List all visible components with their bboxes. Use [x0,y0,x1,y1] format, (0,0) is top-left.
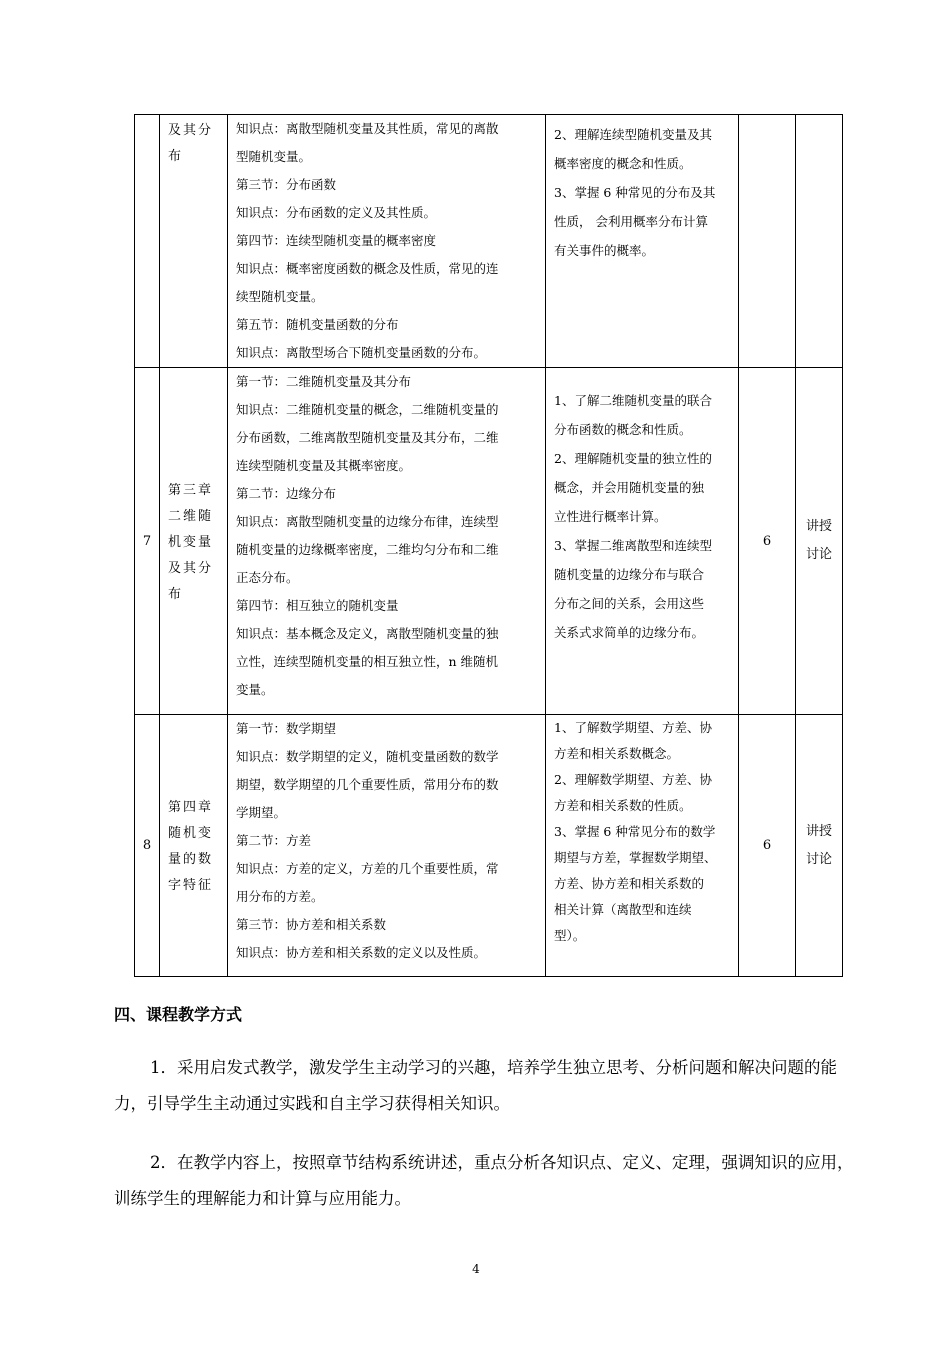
cell-number: 8 [135,715,160,977]
content-line: 知识点：二维随机变量的概念，二维随机变量的 [236,402,499,417]
requirement-line: 2、理解随机变量的独立性的 [554,451,712,466]
requirement-line: 关系式求简单的边缘分布。 [554,625,705,640]
cell-method [796,368,843,715]
syllabus-table [134,114,843,977]
chapter-line: 及其分 [168,123,214,138]
requirement-line: 3、掌握 6 种常见分布的数学 [554,824,716,839]
content-line: 立性，连续型随机变量的相互独立性，n 维随机 [236,654,499,669]
content-line: 第三节：协方差和相关系数 [236,917,387,932]
content-line: 第四节：连续型随机变量的概率密度 [236,233,437,248]
chapter-line: 二维随 [168,508,214,524]
chapter-line: 机变量 [168,534,214,550]
chapter-line: 及其分 [168,560,214,576]
content-line: 连续型随机变量及其概率密度。 [236,458,412,473]
content-line: 用分布的方差。 [236,889,324,904]
cell-hours [739,115,796,368]
cell-method [796,715,843,977]
requirement-line: 1、了解二维随机变量的联合 [554,393,712,408]
requirement-line: 方差和相关系数概念。 [554,746,680,761]
content-line: 第一节：二维随机变量及其分布 [236,374,412,389]
cell-number: 7 [135,368,160,715]
content-line: 第三节：分布函数 [236,177,337,192]
content-line: 第五节：随机变量函数的分布 [236,317,399,332]
requirement-line: 分布之间的关系，会用这些 [554,596,705,611]
requirement-line: 概念，并会用随机变量的独 [554,480,705,495]
content-line: 知识点：离散型随机变量及其性质，常见的离散 [236,121,499,136]
content-line: 型随机变量。 [236,149,312,164]
requirement-line: 分布函数的概念和性质。 [554,422,692,437]
requirement-line: 性质， 会利用概率分布计算 [554,214,708,229]
content-line: 知识点：基本概念及定义，离散型随机变量的独 [236,626,499,641]
method-line: 讨论 [805,851,832,867]
paragraph-1: 1．采用启发式教学，激发学生主动学习的兴趣，培养学生独立思考、分析问题和解决问题的能力，引导学生主动通过实践和自主学习获得相关知识。 [114,1058,837,1113]
cell-content [228,715,546,977]
cell-chapter [160,368,228,715]
chapter-line: 布 [168,586,184,602]
cell-chapter [160,715,228,977]
requirement-line: 立性进行概率计算。 [554,509,667,524]
content-line: 知识点：离散型场合下随机变量函数的分布。 [236,345,487,360]
method-line: 讲授 [805,519,832,534]
content-line: 学期望。 [236,805,287,820]
requirement-line: 2、理解连续型随机变量及其 [554,127,712,142]
requirement-line: 期望与方差，掌握数学期望、 [554,850,717,865]
content-line: 第二节：边缘分布 [236,486,337,501]
cell-requirements [546,115,739,368]
content-line: 知识点：数学期望的定义，随机变量函数的数学 [236,749,499,764]
requirement-line: 相关计算（离散型和连续 [554,902,692,917]
requirement-line: 概率密度的概念和性质。 [554,156,692,171]
requirement-line: 型）。 [554,928,586,943]
page-number: 4 [472,1262,480,1276]
requirement-line: 有关事件的概率。 [554,243,655,258]
content-line: 知识点：离散型随机变量的边缘分布律，连续型 [236,514,499,529]
chapter-line: 第四章 [168,800,214,815]
content-line: 第二节：方差 [236,833,312,848]
requirement-line: 方差、协方差和相关系数的 [554,876,705,891]
cell-content [228,368,546,715]
content-line: 第四节：相互独立的随机变量 [236,598,399,613]
cell-hours: 6 [739,368,796,715]
content-line: 知识点：分布函数的定义及其性质。 [236,205,437,220]
content-line: 随机变量的边缘概率密度，二维均匀分布和二维 [236,542,499,557]
chapter-line: 随机变 [168,826,214,841]
content-line: 知识点：协方差和相关系数的定义以及性质。 [236,945,487,960]
requirement-line: 1、了解数学期望、方差、协 [554,720,712,735]
chapter-line: 字特征 [168,878,214,893]
table-row [135,715,843,977]
requirement-line: 随机变量的边缘分布与联合 [554,567,705,582]
requirement-line: 2、理解数学期望、方差、协 [554,772,712,787]
chapter-line: 第三章 [168,482,214,498]
method-line: 讲授 [805,823,832,839]
method-line: 讨论 [805,547,832,562]
cell-chapter [160,115,228,368]
requirement-line: 3、掌握二维离散型和连续型 [554,538,712,553]
chapter-line: 量的数 [168,852,214,867]
cell-hours: 6 [739,715,796,977]
content-line: 期望，数学期望的几个重要性质，常用分布的数 [236,777,499,792]
cell-content [228,115,546,368]
section-heading: 四、课程教学方式 [114,1005,243,1024]
cell-number [135,115,160,368]
chapter-line: 布 [168,149,184,164]
cell-requirements [546,368,739,715]
content-line: 知识点：方差的定义，方差的几个重要性质，常 [236,861,499,876]
requirement-line: 3、掌握 6 种常见的分布及其 [554,185,716,200]
cell-requirements [546,715,739,977]
content-line: 第一节：数学期望 [236,721,337,736]
table-row [135,368,843,715]
requirement-line: 方差和相关系数的性质。 [554,798,692,813]
content-line: 正态分布。 [236,570,299,585]
paragraph-2: 2．在教学内容上，按照章节结构系统讲述，重点分析各知识点、定义、定理，强调知识的应用，训练学生的理解能力和计算与应用能力。 [114,1153,854,1208]
table-row [135,115,843,368]
content-line: 续型随机变量。 [236,289,324,304]
content-line: 知识点：概率密度函数的概念及性质，常见的连 [236,261,499,276]
cell-method [796,115,843,368]
content-line: 分布函数，二维离散型随机变量及其分布，二维 [236,430,499,445]
content-line: 变量。 [236,682,274,697]
